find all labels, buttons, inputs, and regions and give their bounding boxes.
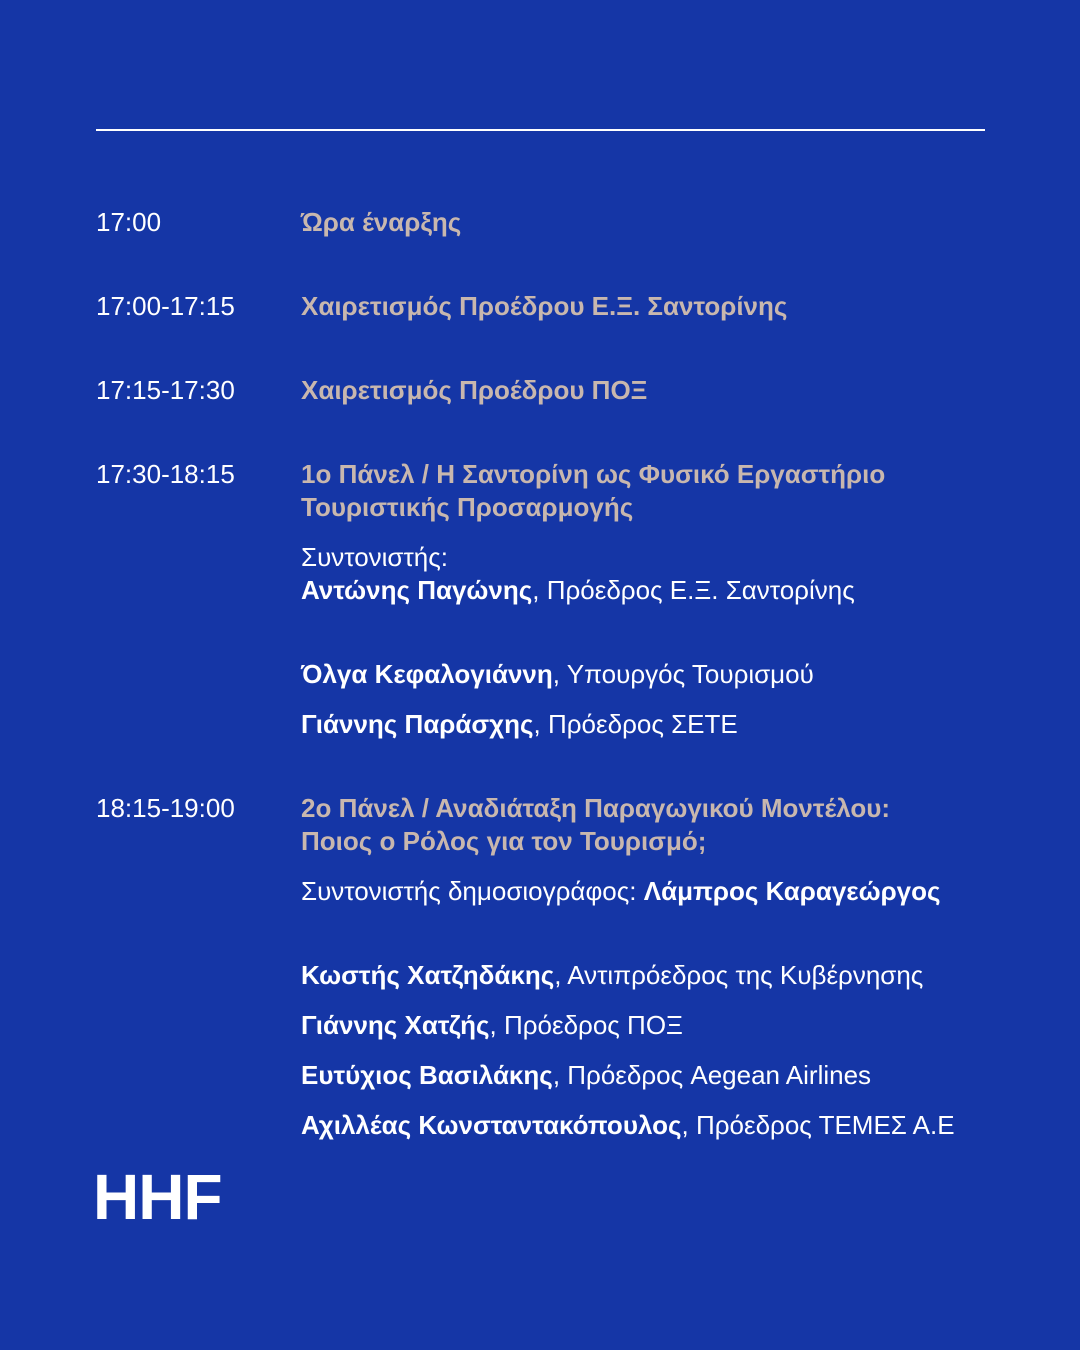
time-slot-5: 18:15-19:00 [96, 793, 235, 823]
speaker-role: , Πρόεδρος Aegean Airlines [552, 1060, 872, 1090]
session-title-3: Χαιρετισμός Προέδρου ΠΟΞ [301, 375, 648, 405]
panel-2-moderator [301, 875, 941, 908]
panel-1-title-line-2: Τουριστικής Προσαρμογής [301, 492, 634, 522]
time-slot-1: 17:00 [96, 207, 162, 237]
hhf-logo: HHF [93, 1161, 222, 1233]
speaker-name: Αχιλλέας Κωνσταντακόπουλος [301, 1110, 682, 1140]
speaker-role: , Πρόεδρος ΠΟΞ [489, 1010, 683, 1040]
session-title-1: Ώρα έναρξης [301, 207, 462, 237]
speaker-name: Κωστής Χατζηδάκης [301, 960, 555, 990]
speaker-name: Γιάννης Χατζής [301, 1010, 490, 1040]
moderator-name: Αντώνης Παγώνης [301, 575, 533, 605]
panel-2-title-line-1: 2ο Πάνελ / Αναδιάταξη Παραγωγικού Μοντέλου: [301, 793, 891, 823]
panel-2-speaker-2 [301, 1009, 683, 1042]
speaker-name: Ευτύχιος Βασιλάκης [301, 1060, 553, 1090]
time-slot-2: 17:00-17:15 [96, 291, 235, 321]
time-slot-3: 17:15-17:30 [96, 375, 235, 405]
panel-1-title-line-1: 1ο Πάνελ / Η Σαντορίνη ως Φυσικό Εργαστήριο [301, 459, 886, 489]
moderator-role: , Πρόεδρος Ε.Ξ. Σαντορίνης [532, 575, 855, 605]
panel-1-moderator-label: Συντονιστής: [301, 542, 448, 572]
speaker-role: , Αντιπρόεδρος της Κυβέρνησης [554, 960, 924, 990]
speaker-name: Όλγα Κεφαλογιάννη [301, 659, 553, 689]
top-divider [96, 129, 985, 131]
panel-2-speaker-4 [301, 1109, 955, 1142]
panel-1-speaker-1 [301, 658, 814, 691]
panel-2-title-line-2: Ποιος ο Ρόλος για τον Τουρισμό; [301, 826, 707, 856]
speaker-role: , Υπουργός Τουρισμού [552, 659, 814, 689]
moderator-label: Συντονιστής δημοσιογράφος: [301, 876, 644, 906]
session-title-2: Χαιρετισμός Προέδρου Ε.Ξ. Σαντορίνης [301, 291, 788, 321]
panel-1-moderator [301, 574, 855, 607]
panel-2-speaker-1 [301, 959, 923, 992]
speaker-role: , Πρόεδρος ΤΕΜΕΣ Α.Ε [681, 1110, 955, 1140]
speaker-role: , Πρόεδρος ΣΕΤΕ [533, 709, 738, 739]
panel-1-speaker-2 [301, 708, 738, 741]
time-slot-4: 17:30-18:15 [96, 459, 235, 489]
speaker-name: Γιάννης Παράσχης [301, 709, 534, 739]
panel-2-speaker-3 [301, 1059, 871, 1092]
moderator-name: Λάμπρος Καραγεώργος [643, 876, 941, 906]
